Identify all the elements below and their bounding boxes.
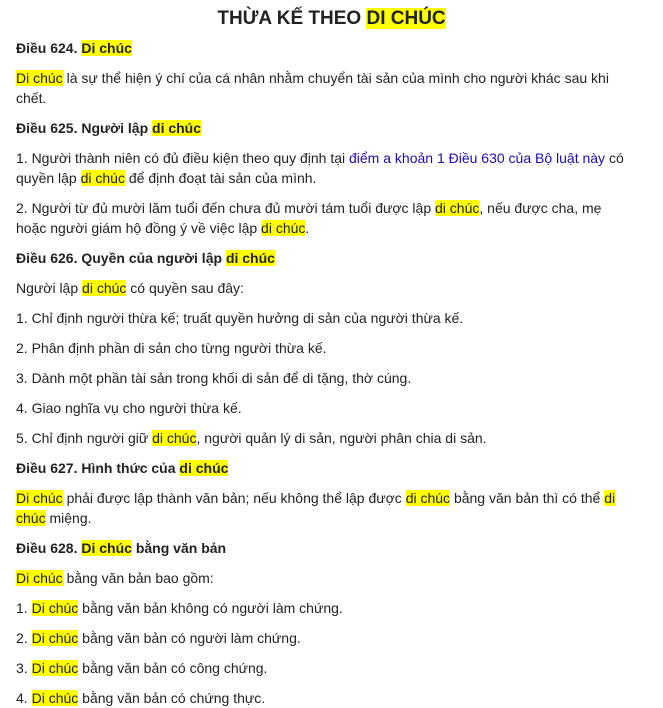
highlight-term: Di chúc — [16, 570, 63, 586]
paragraph-text: có — [605, 150, 624, 166]
article-627-label: Điều 627. Hình thức của — [16, 460, 180, 476]
article-626-label: Điều 626. Quyền của người lập — [16, 250, 226, 266]
article-625-clause-1 — [16, 148, 663, 188]
article-626-intro — [16, 278, 663, 298]
paragraph-text: Người lập — [16, 280, 83, 296]
page-title — [16, 6, 663, 32]
highlight-term: di chúc — [261, 220, 306, 236]
paragraph-text: có quyền sau đây: — [126, 280, 244, 296]
highlight-term: Di chúc — [31, 690, 79, 706]
article-626-clause-3: 3. Dành một phần tài sản trong khối di sản để di tặng, thờ cúng. — [16, 370, 412, 386]
article-626-clause-2: 2. Phân định phần di sản cho từng người thừa kế. — [16, 340, 327, 356]
article-626-clause-1: 1. Chỉ định người thừa kế; truất quyền hưởng di sản của người thừa kế. — [16, 310, 464, 326]
article-625-label: Điều 625. Người lập — [16, 120, 153, 136]
article-627-highlight: di chúc — [179, 460, 229, 476]
reference-link[interactable]: điểm a khoản 1 Điều 630 của Bộ luật này — [349, 150, 606, 166]
paragraph-text: bằng văn bản có chứng thực. — [78, 690, 266, 706]
paragraph-text: . — [305, 220, 310, 236]
highlight-term: di chúc — [82, 280, 127, 296]
paragraph-line — [16, 488, 663, 508]
paragraph-text: bằng văn bản không có người làm chứng. — [78, 600, 343, 616]
paragraph-text: bằng văn bản có công chứng. — [78, 660, 268, 676]
paragraph-text: là sự thể hiện ý chí của cá nhân nhằm chuyển tài sản của mình cho người khác sau khi — [62, 70, 609, 86]
paragraph-text: hoặc người giám hộ đồng ý về việc lập — [16, 220, 262, 236]
highlight-term: di chúc — [435, 200, 480, 216]
paragraph-line — [16, 148, 663, 168]
highlight-term: di chúc — [80, 170, 125, 186]
highlight-term: Di chúc — [31, 600, 79, 616]
article-628-clause-2 — [16, 628, 663, 648]
title-highlight: DI CHÚC — [366, 8, 446, 29]
paragraph-line — [16, 218, 663, 238]
clause-number: 2. — [16, 630, 32, 646]
highlight-term: chúc — [16, 510, 46, 526]
article-624-paragraph — [16, 68, 663, 108]
article-624-heading — [16, 38, 663, 58]
paragraph-text: miệng. — [45, 510, 92, 526]
article-628-clause-3 — [16, 658, 663, 678]
article-628-intro — [16, 568, 663, 588]
article-626-heading — [16, 248, 663, 268]
article-627-paragraph — [16, 488, 663, 528]
clause-number: 4. — [16, 690, 32, 706]
article-625-clause-2 — [16, 198, 663, 238]
paragraph-text: bằng văn bản thì có thể — [450, 490, 605, 506]
highlight-term: di chúc — [152, 430, 197, 446]
article-628-label: Điều 628. — [16, 540, 82, 556]
article-626-clause-4: 4. Giao nghĩa vụ cho người thừa kế. — [16, 400, 242, 416]
article-627-heading — [16, 458, 663, 478]
paragraph-text: 1. Người thành niên có đủ điều kiện theo quy định tại — [16, 150, 349, 166]
article-628-highlight: Di chúc — [81, 540, 132, 556]
clause-number: 1. — [16, 600, 32, 616]
article-624-label: Điều 624. — [16, 40, 82, 56]
paragraph-line: chết. — [16, 90, 47, 106]
title-text: THỪA KẾ THEO — [217, 8, 367, 29]
highlight-term: Di chúc — [31, 660, 79, 676]
article-628-heading — [16, 538, 663, 558]
paragraph-text: bằng văn bản có người làm chứng. — [78, 630, 301, 646]
article-625-heading — [16, 118, 663, 138]
paragraph-line — [16, 508, 663, 528]
paragraph-line — [16, 168, 663, 188]
article-626-clause-5 — [16, 428, 663, 448]
highlight-term: Di chúc — [16, 490, 63, 506]
paragraph-text: 5. Chỉ định người giữ — [16, 430, 153, 446]
highlight-term: di — [604, 490, 616, 506]
highlight-term: Di chúc — [16, 70, 63, 86]
paragraph-text: phải được lập thành văn bản; nếu không thể lập được — [62, 490, 406, 506]
article-625-highlight: di chúc — [152, 120, 202, 136]
paragraph-text: 2. Người từ đủ mười lăm tuổi đến chưa đủ mười tám tuổi được lập — [16, 200, 436, 216]
paragraph-text: để định đoạt tài sản của mình. — [124, 170, 317, 186]
highlight-term: di chúc — [405, 490, 451, 506]
paragraph-text: quyền lập — [16, 170, 81, 186]
clause-number: 3. — [16, 660, 32, 676]
paragraph-text: bằng văn bản bao gồm: — [62, 570, 214, 586]
article-628-clause-4 — [16, 688, 663, 708]
paragraph-line — [16, 198, 663, 218]
paragraph-text: , người quản lý di sản, người phân chia di sản. — [196, 430, 487, 446]
paragraph-text: , nếu được cha, mẹ — [479, 200, 602, 216]
paragraph-line — [16, 68, 663, 88]
article-624-highlight: Di chúc — [81, 40, 132, 56]
article-626-highlight: di chúc — [225, 250, 275, 266]
highlight-term: Di chúc — [31, 630, 79, 646]
article-628-clause-1 — [16, 598, 663, 618]
article-628-label-end: bằng văn bản — [131, 540, 227, 556]
